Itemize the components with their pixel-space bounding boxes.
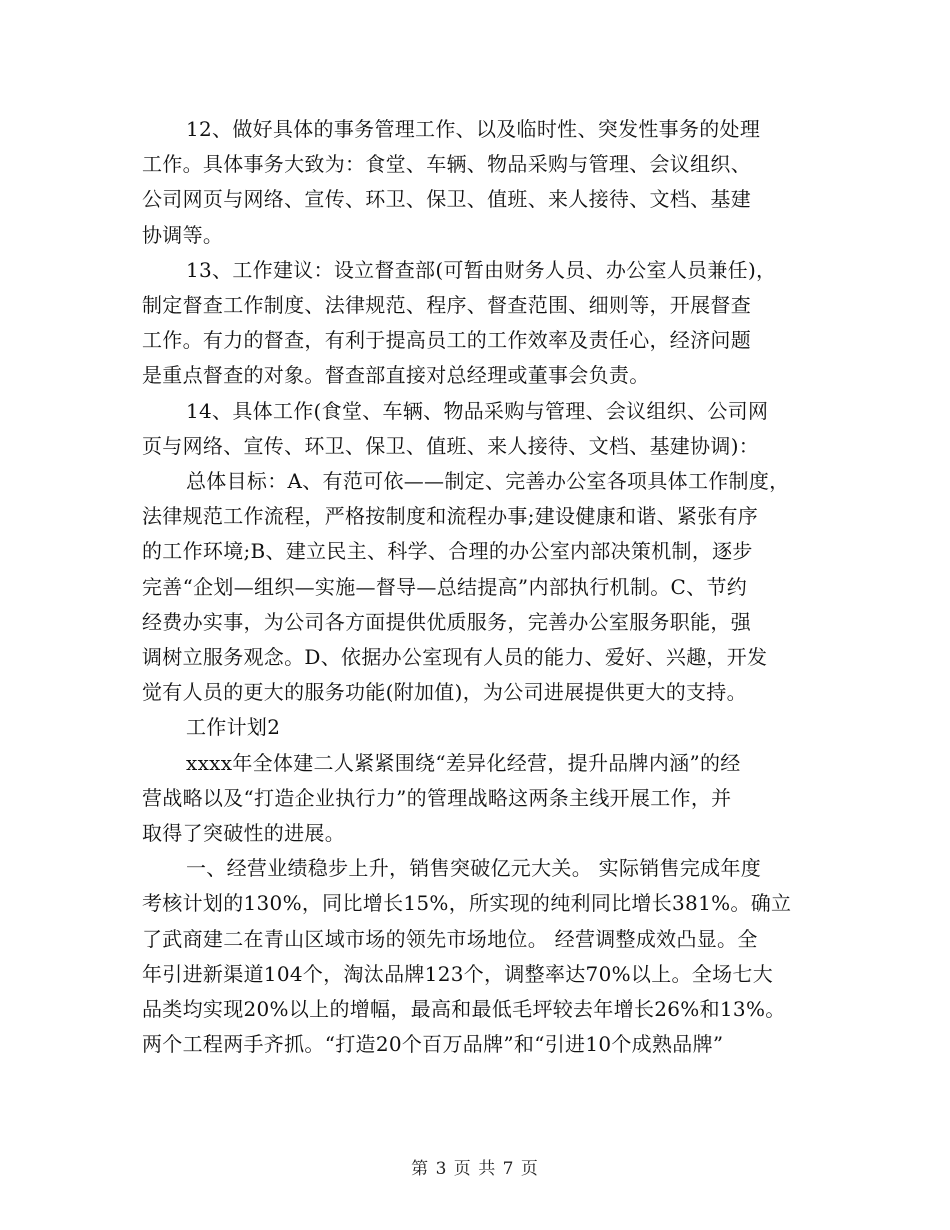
paragraph-business-performance: 一、经营业绩稳步上升，销售突破亿元大关。 实际销售完成年度 考核计划的130%，同比增长15%，所实现的纯利同比增长381%。确立 了武商建二在青山区域市场的领先市场地位。 经营调整成效凸显。全 年引进新渠道104个，淘汰品牌123个，调整率达70%以上。全场七大 品类均实现20%以上的增幅，最高和最低毛坪较去年增长26%和13%。 两个工程两手齐抓。“打造20个百万品牌”和“引进10个成熟品牌”	[142, 856, 792, 1057]
paragraph-item-12: 12、做好具体的事务管理工作、以及临时性、突发性事务的处理 工作。具体事务大致为：食堂、车辆、物品采购与管理、会议组织、 公司网页与网络、宣传、环卫、保卫、值班、来人接待、文档、基建 协调等。	[142, 117, 761, 247]
paragraph-plan-intro: xxxx年全体建二人紧紧围绕“差异化经营，提升品牌内涵”的经 营战略以及“打造企业执行力”的管理战略这两条主线开展工作，并 取得了突破性的进展。	[142, 750, 741, 846]
page-footer: 第 3 页 共 7 页	[411, 1159, 539, 1179]
document-body	[142, 112, 808, 1062]
paragraph-item-14: 14、具体工作(食堂、车辆、物品采购与管理、会议组织、公司网 页与网络、宣传、环卫、保卫、值班、来人接待、文档、基建协调)：	[142, 398, 769, 458]
paragraph-overall-goals: 总体目标：A、有范可依——制定、完善办公室各项具体工作制度， 法律规范工作流程，严格按制度和流程办事;建设健康和谐、紧张有序 的工作环境;B、建立民主、科学、合理的办公室内部决策机制，逐步 完善“企划—组织—实施—督导—总结提高”内部执行机制。C、节约 经费办实事，为公司各方面提供优质服务，完善办公室服务职能，强 调树立服务观念。D、依据办公室现有人员的能力、爱好、兴趣，开发 觉有人员的更大的服务功能(附加值)，为公司进展提供更大的支持。	[142, 469, 790, 705]
section-heading-work-plan-2: 工作计划2	[186, 715, 281, 740]
paragraph-item-13: 13、工作建议：设立督查部(可暂由财务人员、办公室人员兼任)， 制定督查工作制度、法律规范、程序、督查范围、细则等，开展督查 工作。有力的督查，有利于提高员工的工作效率及责任心，经济问题 是重点督查的对象。督查部直接对总经理或董事会负责。	[142, 257, 777, 388]
